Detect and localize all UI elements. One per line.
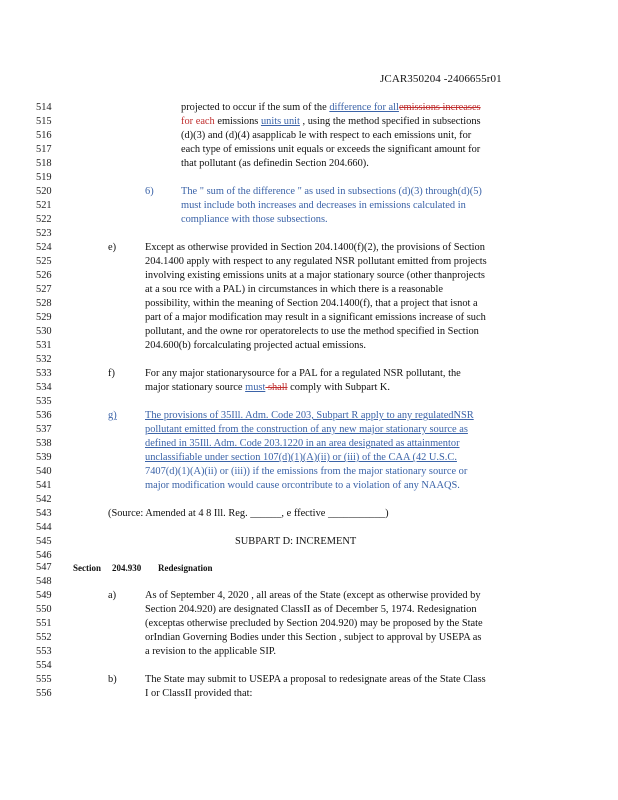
line-number: 548 [36,576,52,587]
line-number: 518 [36,158,52,169]
line-526: 526 involving existing emissions units at a major stationary source (other thanprojects [36,270,485,281]
line-number: 540 [36,466,52,477]
line-551: 551 (exceptas otherwise precluded by Section 204.920) may be proposed by the State [36,618,483,629]
line-553: 553 a revision to the applicable SIP. [36,646,277,657]
line-530: 530 pollutant, and the owne ror operatorelects to use the method specified in Section [36,326,479,337]
line-555: 555 b) The State may submit to USEPA a proposal to redesignate areas of the State Class [36,674,486,685]
line-533: 533 f) For any major stationarysource for a PAL for a regulated NSR pollutant, the [36,368,461,379]
line-number: 529 [36,312,52,323]
line-521: 521 must include both increases and decreases in emissions calculated in [36,200,466,211]
line-532 [0,353,618,367]
line-548 [0,575,618,589]
item-marker: g) [108,410,117,421]
line-531: 531 204.600(b) forcalculating projected actual emissions. [36,340,367,351]
line-number: 539 [36,452,52,463]
line-516: 516 (d)(3) and (d)(4) asapplicab le with respect to each emissions unit, for [36,130,472,141]
line-number: 525 [36,256,52,267]
line-517: 517 each type of emissions unit equals or exceeds the significant amount for [36,144,481,155]
line-number: 556 [36,688,52,699]
line-number: 536 [36,410,52,421]
line-540: 540 7407(d)(1)(A)(ii) or (iii)) if the emissions from the major stationary source or [36,466,468,477]
doc-id: JCAR350204 [380,73,441,85]
line-number: 534 [36,382,52,393]
line-number: 554 [36,660,52,671]
line-number: 523 [36,228,52,239]
line-529: 529 part of a major modification may result in a significant emissions increase of such [36,312,486,323]
line-515: 515 for each emissions units unit , using the method specified in subsections [36,116,481,127]
section-label: Section [73,563,101,573]
line-number: 555 [36,674,52,685]
subpart-heading: SUBPART D: INCREMENT [235,536,357,547]
line-number: 537 [36,424,52,435]
line-554 [0,659,618,673]
line-number: 533 [36,368,52,379]
doc-version: -2406655r01 [443,73,502,85]
line-number: 535 [36,396,52,407]
line-number: 541 [36,480,52,491]
line-number: 552 [36,632,52,643]
section-number: 204.930 [112,563,142,573]
line-number: 522 [36,214,52,225]
line-number: 515 [36,116,52,127]
line-550: 550 Section 204.920) are designated ClassII as of December 5, 1974. Redesignation [36,604,477,615]
line-number: 517 [36,144,52,155]
line-549: 549 a) As of September 4, 2020 , all areas of the State (except as otherwise provided by [36,590,481,601]
line-number: 530 [36,326,52,337]
line-527: 527 at a sou rce with a PAL) in circumstances in which there is a reasonable [36,284,443,295]
page-header [380,73,502,85]
line-556: 556 I or ClassII provided that: [36,688,253,699]
item-marker: 6) [145,186,154,197]
line-518: 518 that pollutant (as definedin Section 204.660). [36,158,369,169]
line-538: 538 defined in 35Ill. Adm. Code 203.1220 in an area designated as attainmentor [36,438,460,449]
line-number: 532 [36,354,52,365]
source-note: (Source: Amended at 4 8 Ill. Reg. ______, e ffective ___________) [108,508,389,519]
line-535 [0,395,618,409]
line-number: 538 [36,438,52,449]
line-number: 546 [36,550,52,561]
line-number: 526 [36,270,52,281]
line-number: 514 [36,102,52,113]
line-number: 521 [36,200,52,211]
line-number: 516 [36,130,52,141]
line-525: 525 204.1400 apply with respect to any regulated NSR pollutant emitted from projects [36,256,487,267]
line-543 [0,507,618,521]
line-number: 527 [36,284,52,295]
line-520: 520 6) The " sum of the difference " as used in subsections (d)(3) through(d)(5) [36,186,482,197]
section-title: Redesignation [158,563,213,573]
line-547 [0,561,618,575]
line-528: 528 possibility, within the meaning of Section 204.1400(f), that a project that isnot a [36,298,478,309]
line-537: 537 pollutant emitted from the construction of any new major stationary source as [36,424,468,435]
line-542 [0,493,618,507]
line-524: 524 e) Except as otherwise provided in Section 204.1400(f)(2), the provisions of Section [36,242,485,253]
line-number: 528 [36,298,52,309]
item-marker: a) [108,590,117,601]
line-number: 531 [36,340,52,351]
line-541: 541 major modification would cause orcontribute to a violation of any NAAQS. [36,480,460,491]
line-number: 519 [36,172,52,183]
line-522: 522 compliance with those subsections. [36,214,328,225]
item-marker: f) [108,368,115,379]
line-536: 536 g) The provisions of 35Ill. Adm. Code 203, Subpart R apply to any regulatedNSR [36,410,474,421]
line-519 [0,171,618,185]
line-number: 553 [36,646,52,657]
line-number: 545 [36,536,52,547]
line-534: 534 major stationary source must shall comply with Subpart K. [36,382,391,393]
line-514: 514 projected to occur if the sum of the difference for allemissions increases [36,102,481,113]
line-number: 550 [36,604,52,615]
line-523 [0,227,618,241]
line-number: 520 [36,186,52,197]
line-number: 524 [36,242,52,253]
line-552: 552 orIndian Governing Bodies under this Section , subject to approval by USEPA as [36,632,482,643]
item-marker: b) [108,674,117,685]
line-544 [0,521,618,535]
line-number: 544 [36,522,52,533]
line-number: 549 [36,590,52,601]
line-number: 542 [36,494,52,505]
line-number: 543 [36,508,52,519]
line-545 [0,535,618,549]
line-number: 547 [36,562,52,573]
line-number: 551 [36,618,52,629]
line-539: 539 unclassifiable under section 107(d)(1)(A)(ii) or (iii) of the CAA (42 U.S.C. [36,452,457,463]
item-marker: e) [108,242,117,253]
